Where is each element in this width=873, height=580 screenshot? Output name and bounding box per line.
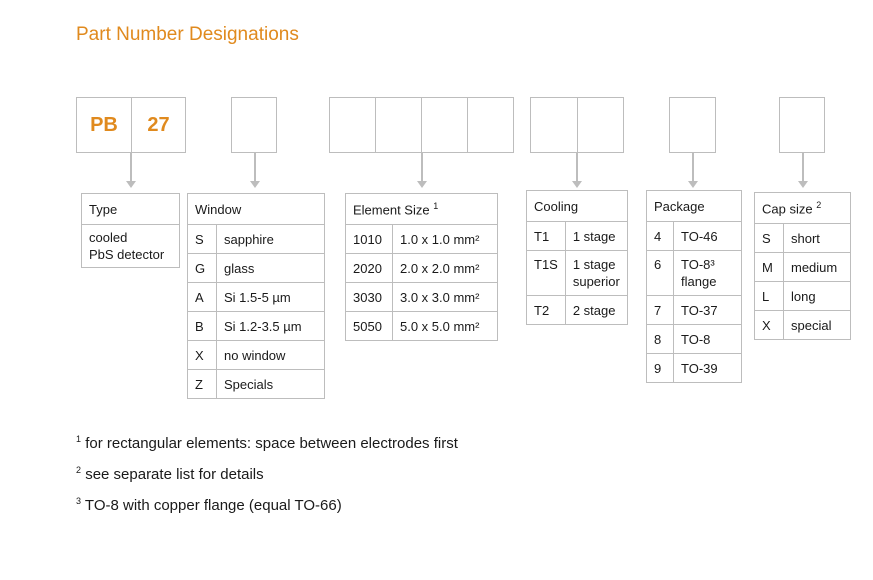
- package-code: 9: [647, 354, 674, 383]
- type-table: [81, 193, 180, 268]
- table-row: [188, 254, 325, 283]
- table-row: [188, 312, 325, 341]
- code-prefix: PB: [77, 98, 132, 152]
- cap-size-table: [754, 192, 851, 340]
- window-header: Window: [188, 194, 325, 225]
- element-size-desc: 2.0 x 2.0 mm²: [393, 254, 498, 283]
- code-number: 27: [147, 113, 170, 136]
- table-row: [188, 341, 325, 370]
- element-size-header: Element Size $^1$: [346, 194, 498, 225]
- cooling-code: T1: [527, 222, 566, 251]
- table-row: [346, 283, 498, 312]
- table-row: [346, 254, 498, 283]
- type-value-line1: cooled: [89, 230, 128, 245]
- package-desc: TO-37: [674, 296, 742, 325]
- cap-size-desc: medium: [784, 253, 851, 282]
- package-code: 4: [647, 222, 674, 251]
- package-table: [646, 190, 742, 383]
- window-desc: sapphire: [217, 225, 325, 254]
- package-code: 7: [647, 296, 674, 325]
- footnote-1: $^1$ for rectangular elements: space between electrodes first: [76, 434, 458, 452]
- cap-size-desc: special: [784, 311, 851, 340]
- arrow-cap-size: [798, 181, 808, 188]
- package-code: 6: [647, 251, 674, 296]
- cooling-desc: 1 stage superior: [565, 251, 627, 296]
- window-desc: Si 1.5-5 µm: [217, 283, 325, 312]
- footnote-2: $^2$ see separate list for details: [76, 465, 264, 483]
- cap-size-code: L: [755, 282, 784, 311]
- element-size-desc: 3.0 x 3.0 mm²: [393, 283, 498, 312]
- code-box-package: [669, 97, 716, 153]
- table-row: [647, 251, 742, 296]
- cooling-code: T1S: [527, 251, 566, 296]
- table-row: [647, 222, 742, 251]
- window-desc: glass: [217, 254, 325, 283]
- footnote-ref-2: 2: [816, 199, 822, 210]
- table-row: [346, 312, 498, 341]
- window-code: Z: [188, 370, 217, 399]
- arrow-type: [126, 181, 136, 188]
- table-row: [647, 325, 742, 354]
- window-code: B: [188, 312, 217, 341]
- code-box-element-size: [329, 97, 514, 153]
- cap-size-code: M: [755, 253, 784, 282]
- window-desc: Si 1.2-3.5 µm: [217, 312, 325, 341]
- connector-package: [692, 153, 694, 181]
- table-row: [755, 282, 851, 311]
- connector-cap-size: [802, 153, 804, 181]
- package-desc: TO-39: [674, 354, 742, 383]
- window-table: [187, 193, 325, 399]
- type-header: Type: [82, 194, 180, 225]
- cooling-desc: 1 stage: [565, 222, 627, 251]
- element-size-code: 5050: [346, 312, 393, 341]
- footnote-ref-1: 1: [433, 200, 439, 211]
- cooling-desc: 2 stage: [565, 296, 627, 325]
- window-code: S: [188, 225, 217, 254]
- connector-type: [130, 153, 132, 181]
- arrow-package: [688, 181, 698, 188]
- package-desc: TO-46: [674, 222, 742, 251]
- cooling-header: Cooling: [527, 191, 628, 222]
- cap-size-header: Cap size $^2$: [755, 193, 851, 224]
- code-box-prefix: [76, 97, 186, 153]
- footnote-3: $^3$ TO-8 with copper flange (equal TO-66): [76, 496, 342, 514]
- table-row: [188, 283, 325, 312]
- type-value-line2: PbS detector: [89, 247, 165, 262]
- table-row: [647, 296, 742, 325]
- window-code: A: [188, 283, 217, 312]
- code-box-window: [231, 97, 277, 153]
- connector-element-size: [421, 153, 423, 181]
- element-size-desc: 1.0 x 1.0 mm²: [393, 225, 498, 254]
- package-desc: TO-8: [674, 325, 742, 354]
- code-box-cap-size: [779, 97, 825, 153]
- window-code: X: [188, 341, 217, 370]
- table-row: [755, 224, 851, 253]
- window-desc: no window: [217, 341, 325, 370]
- table-row: [527, 296, 628, 325]
- package-desc: TO-8³ flange: [674, 251, 742, 296]
- code-box-cooling: [530, 97, 624, 153]
- page-title: Part Number Designations: [76, 24, 299, 45]
- arrow-cooling: [572, 181, 582, 188]
- type-value: [82, 225, 180, 268]
- table-row: [647, 354, 742, 383]
- table-row: [346, 225, 498, 254]
- cooling-table: [526, 190, 628, 325]
- arrow-element-size: [417, 181, 427, 188]
- element-size-desc: 5.0 x 5.0 mm²: [393, 312, 498, 341]
- cap-size-code: S: [755, 224, 784, 253]
- table-row: [188, 225, 325, 254]
- cooling-code: T2: [527, 296, 566, 325]
- element-size-code: 3030: [346, 283, 393, 312]
- element-size-code: 2020: [346, 254, 393, 283]
- cap-size-desc: long: [784, 282, 851, 311]
- table-row: [527, 251, 628, 296]
- connector-window: [254, 153, 256, 181]
- package-code: 8: [647, 325, 674, 354]
- window-desc: Specials: [217, 370, 325, 399]
- element-size-table: [345, 193, 498, 341]
- table-row: [188, 370, 325, 399]
- table-row: [755, 311, 851, 340]
- table-row: [755, 253, 851, 282]
- window-code: G: [188, 254, 217, 283]
- package-header: Package: [647, 191, 742, 222]
- cap-size-desc: short: [784, 224, 851, 253]
- element-size-code: 1010: [346, 225, 393, 254]
- connector-cooling: [576, 153, 578, 181]
- cap-size-code: X: [755, 311, 784, 340]
- table-row: [527, 222, 628, 251]
- arrow-window: [250, 181, 260, 188]
